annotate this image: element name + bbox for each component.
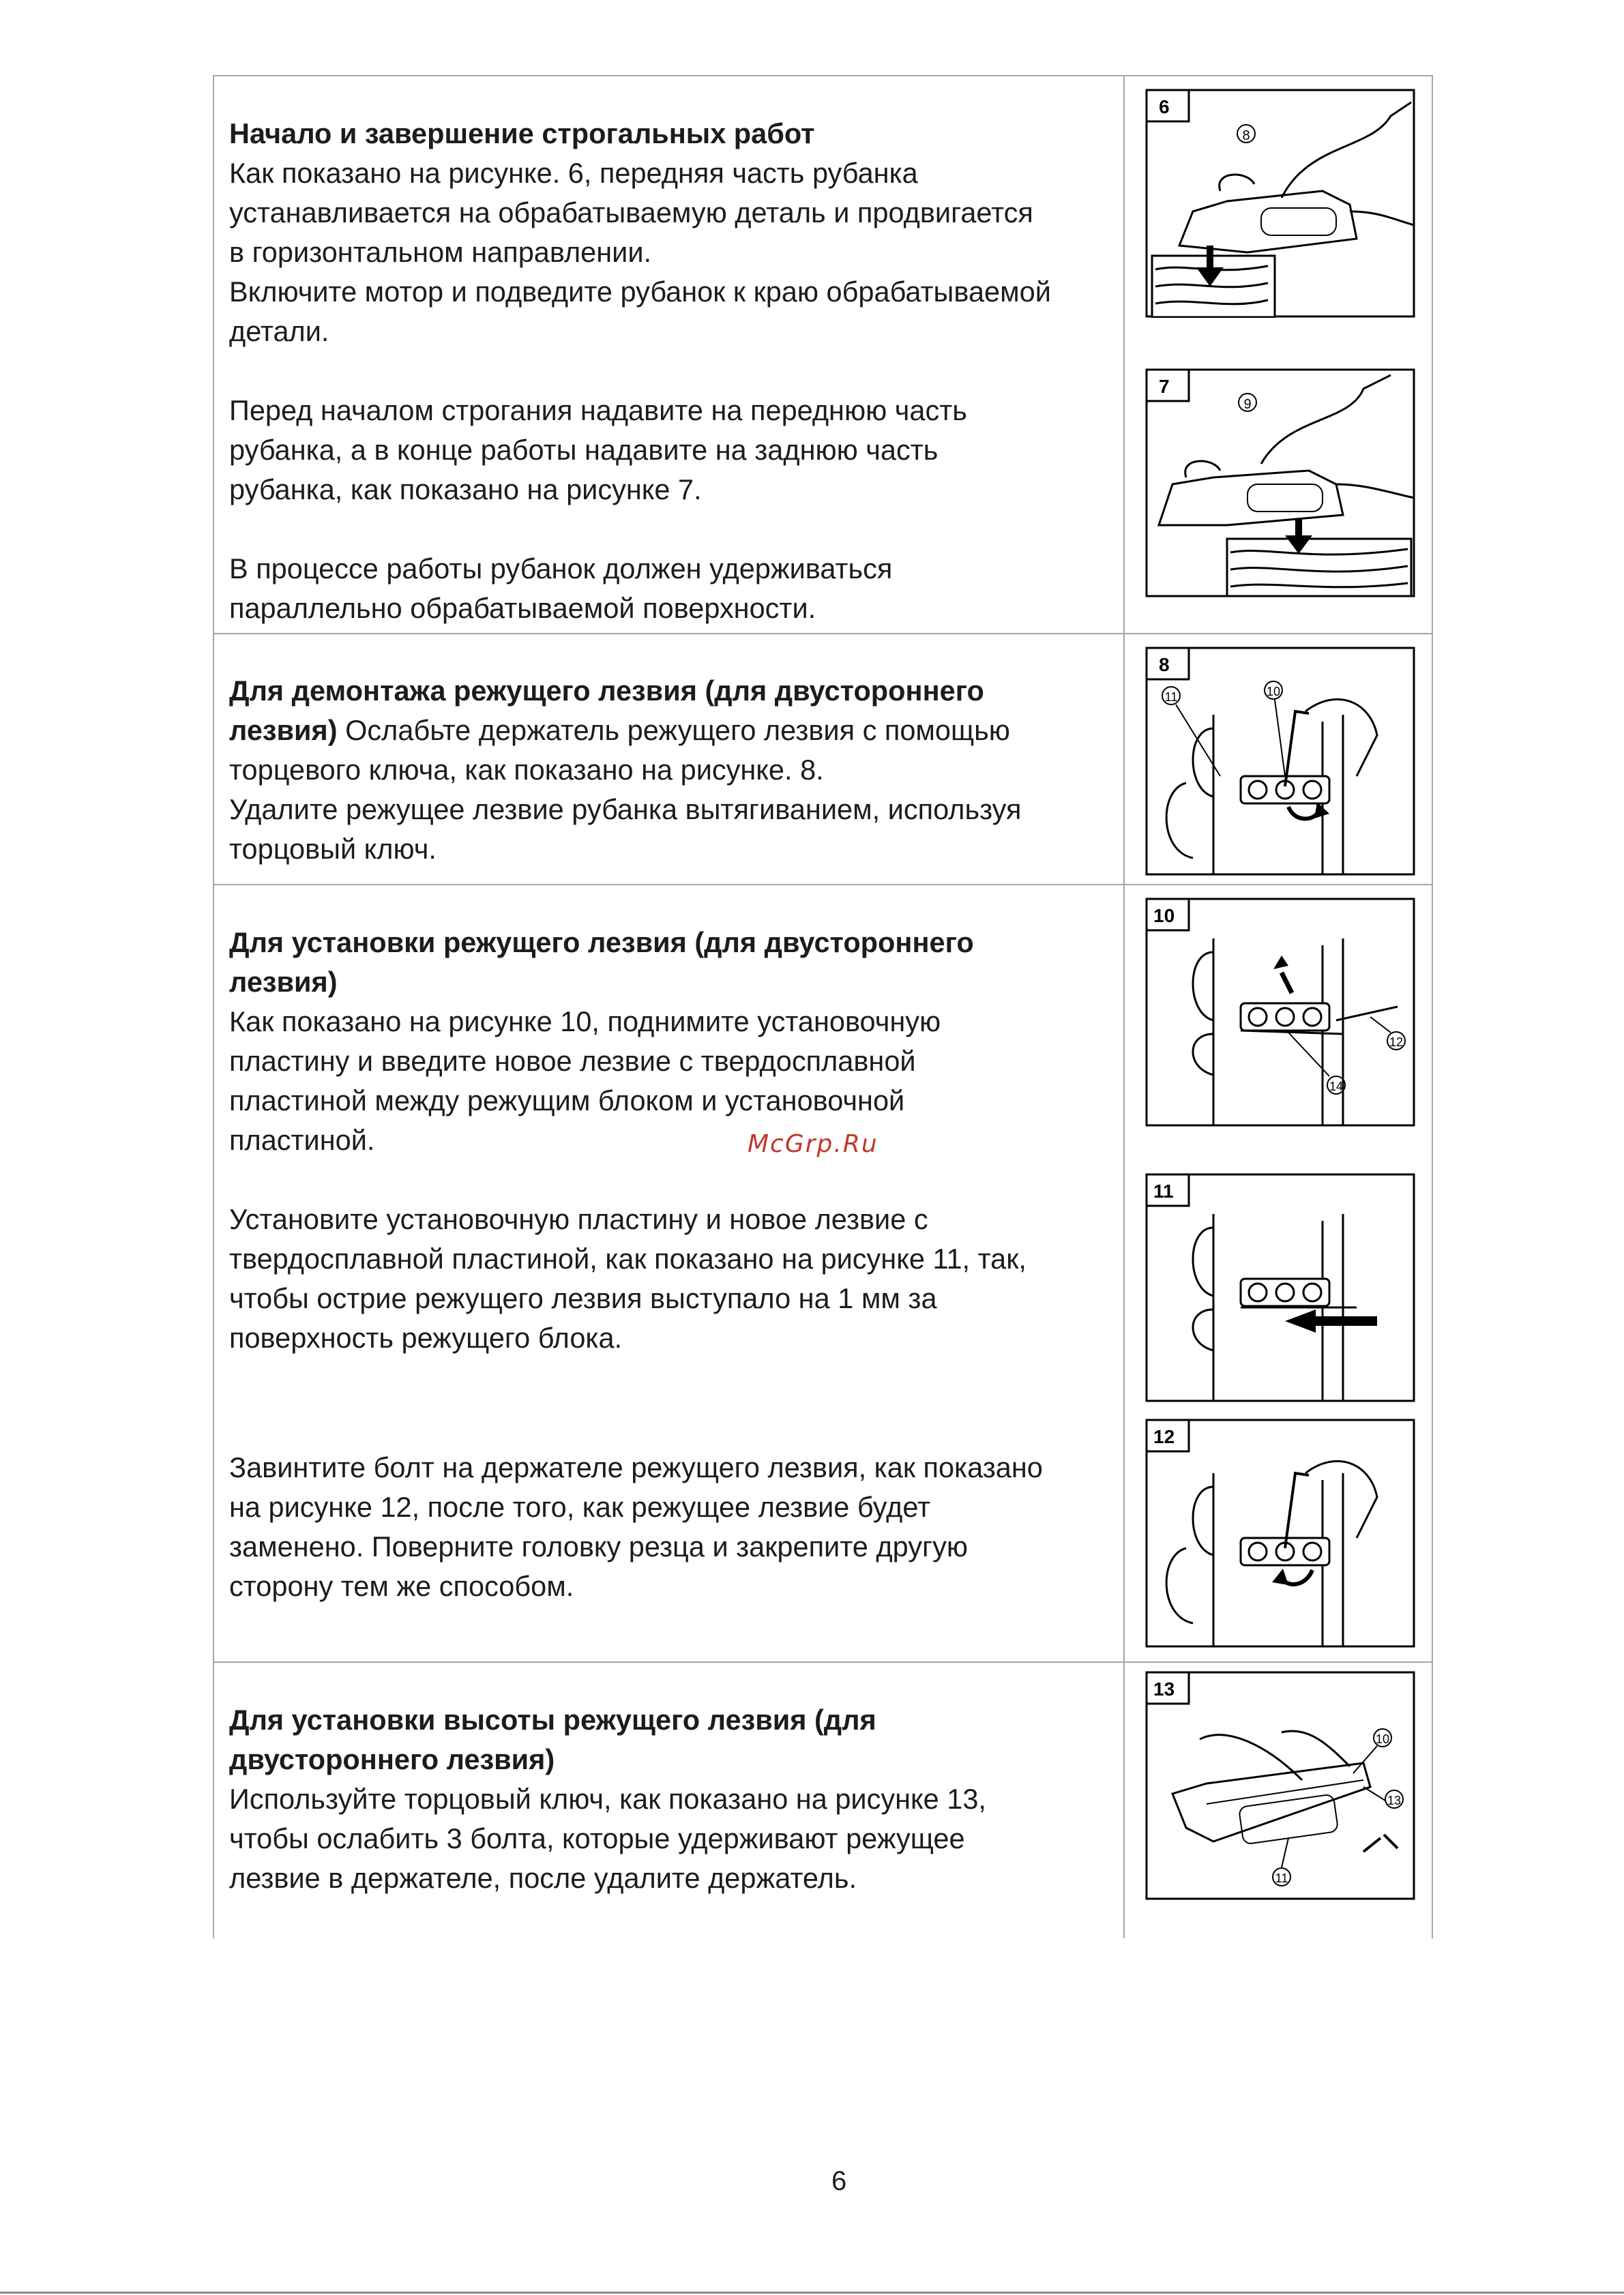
figure-8 <box>1145 647 1415 876</box>
text-line: рубанка, а в конце работы надавите на заднюю часть <box>229 434 939 466</box>
figure-12 <box>1145 1419 1415 1648</box>
watermark: McGrp.Ru <box>748 1130 879 1158</box>
figure-number: 7 <box>1159 376 1170 397</box>
text-line: Завинтите болт на держателе режущего лезвия, как показано <box>229 1451 1043 1483</box>
text-line: заменено. Поверните головку резца и закрепите другую <box>229 1530 968 1563</box>
figure-number: 8 <box>1159 654 1170 675</box>
section-heading: Начало и завершение строгальных работ <box>229 117 815 149</box>
text-line-rest: Ослабьте держатель режущего лезвия с помощью <box>337 714 1010 746</box>
instruction-table <box>213 75 1433 1938</box>
text-line: Используйте торцовый ключ, как показано на рисунке 13, <box>229 1783 986 1815</box>
text-line: чтобы ослабить 3 болта, которые удерживают режущее <box>229 1822 965 1854</box>
text-line: торцевого ключа, как показано на рисунке. 8. <box>229 754 824 786</box>
section-text <box>213 1662 1124 1938</box>
figure-6 <box>1145 89 1415 318</box>
text-line: В процессе работы рубанок должен удерживаться <box>229 552 893 584</box>
figure-cell <box>1124 885 1432 1662</box>
callout-label: 12 <box>1389 1035 1404 1049</box>
callout-label: 10 <box>1375 1732 1390 1746</box>
section-heading-cont: двустороннего лезвия) <box>229 1743 555 1775</box>
text-line: детали. <box>229 315 329 347</box>
text-line: Удалите режущее лезвие рубанка вытягиванием, используя <box>229 793 1022 825</box>
section-blade-removal <box>213 634 1432 885</box>
text-line: пластиной. <box>229 1124 375 1156</box>
text-line: Как показано на рисунке 10, поднимите установочную <box>229 1005 941 1037</box>
figure-number: 13 <box>1153 1678 1175 1700</box>
text-line: пластиной между режущим блоком и установочной <box>229 1084 905 1116</box>
text-line: устанавливается на обрабатываемую деталь и продвигается <box>229 196 1033 228</box>
figure-cell <box>1124 1662 1432 1938</box>
text-line: чтобы острие режущего лезвия выступало на 1 мм за <box>229 1282 937 1314</box>
figure-13 <box>1145 1671 1415 1900</box>
text-line: Установите установочную пластину и новое лезвие с <box>229 1203 928 1235</box>
section-text <box>213 885 1124 1662</box>
text-line: рубанка, как показано на рисунке 7. <box>229 473 702 505</box>
figure-7 <box>1145 368 1415 597</box>
callout-label: 9 <box>1243 397 1252 412</box>
section-text <box>213 76 1124 634</box>
figure-10 <box>1145 898 1415 1127</box>
text-line: сторону тем же способом. <box>229 1570 574 1602</box>
section-heading-cont: лезвия) <box>229 714 338 746</box>
section-heading: Для демонтажа режущего лезвия (для двустороннего <box>229 675 984 707</box>
figure-number: 12 <box>1153 1426 1175 1447</box>
text-line: в горизонтальном направлении. <box>229 236 652 268</box>
callout-label: 11 <box>1164 690 1178 704</box>
section-planing-start-end <box>213 76 1432 634</box>
bottom-divider <box>0 2292 1624 2294</box>
callout-label: 14 <box>1329 1080 1344 1093</box>
callout-label: 8 <box>1242 128 1250 143</box>
text-line: поверхность режущего блока. <box>229 1322 623 1354</box>
text-line: торцовый ключ. <box>229 833 437 865</box>
text-line: Перед началом строгания надавите на переднюю часть <box>229 394 967 426</box>
page-number: 6 <box>831 2166 847 2196</box>
section-blade-installation <box>213 885 1432 1662</box>
callout-label: 13 <box>1387 1794 1402 1807</box>
callout-label: 10 <box>1266 685 1281 698</box>
text-line: параллельно обрабатываемой поверхности. <box>229 592 816 624</box>
callout-label: 11 <box>1275 1871 1288 1885</box>
section-heading-cont: лезвия) <box>229 966 338 998</box>
text-line <box>229 711 1110 750</box>
section-heading: Для установки режущего лезвия (для двустороннего <box>229 926 974 958</box>
figure-11 <box>1145 1173 1415 1402</box>
section-blade-height <box>213 1662 1432 1938</box>
text-line: пластину и введите новое лезвие с твердосплавной <box>229 1045 916 1077</box>
text-line: твердосплавной пластиной, как показано на рисунке 11, так, <box>229 1243 1027 1275</box>
text-line: лезвие в держателе, после удалите держатель. <box>229 1862 857 1894</box>
text-line: Как показано на рисунке. 6, передняя часть рубанка <box>229 157 918 189</box>
text-line: на рисунке 12, после того, как режущее лезвие будет <box>229 1491 931 1523</box>
section-text <box>213 634 1124 885</box>
figure-cell <box>1124 76 1432 634</box>
figure-number: 11 <box>1153 1181 1174 1202</box>
figure-number: 10 <box>1153 905 1175 926</box>
figure-cell <box>1124 634 1432 885</box>
section-heading: Для установки высоты режущего лезвия (для <box>229 1704 876 1736</box>
text-line: Включите мотор и подведите рубанок к краю обрабатываемой <box>229 276 1051 308</box>
figure-number: 6 <box>1159 96 1170 117</box>
